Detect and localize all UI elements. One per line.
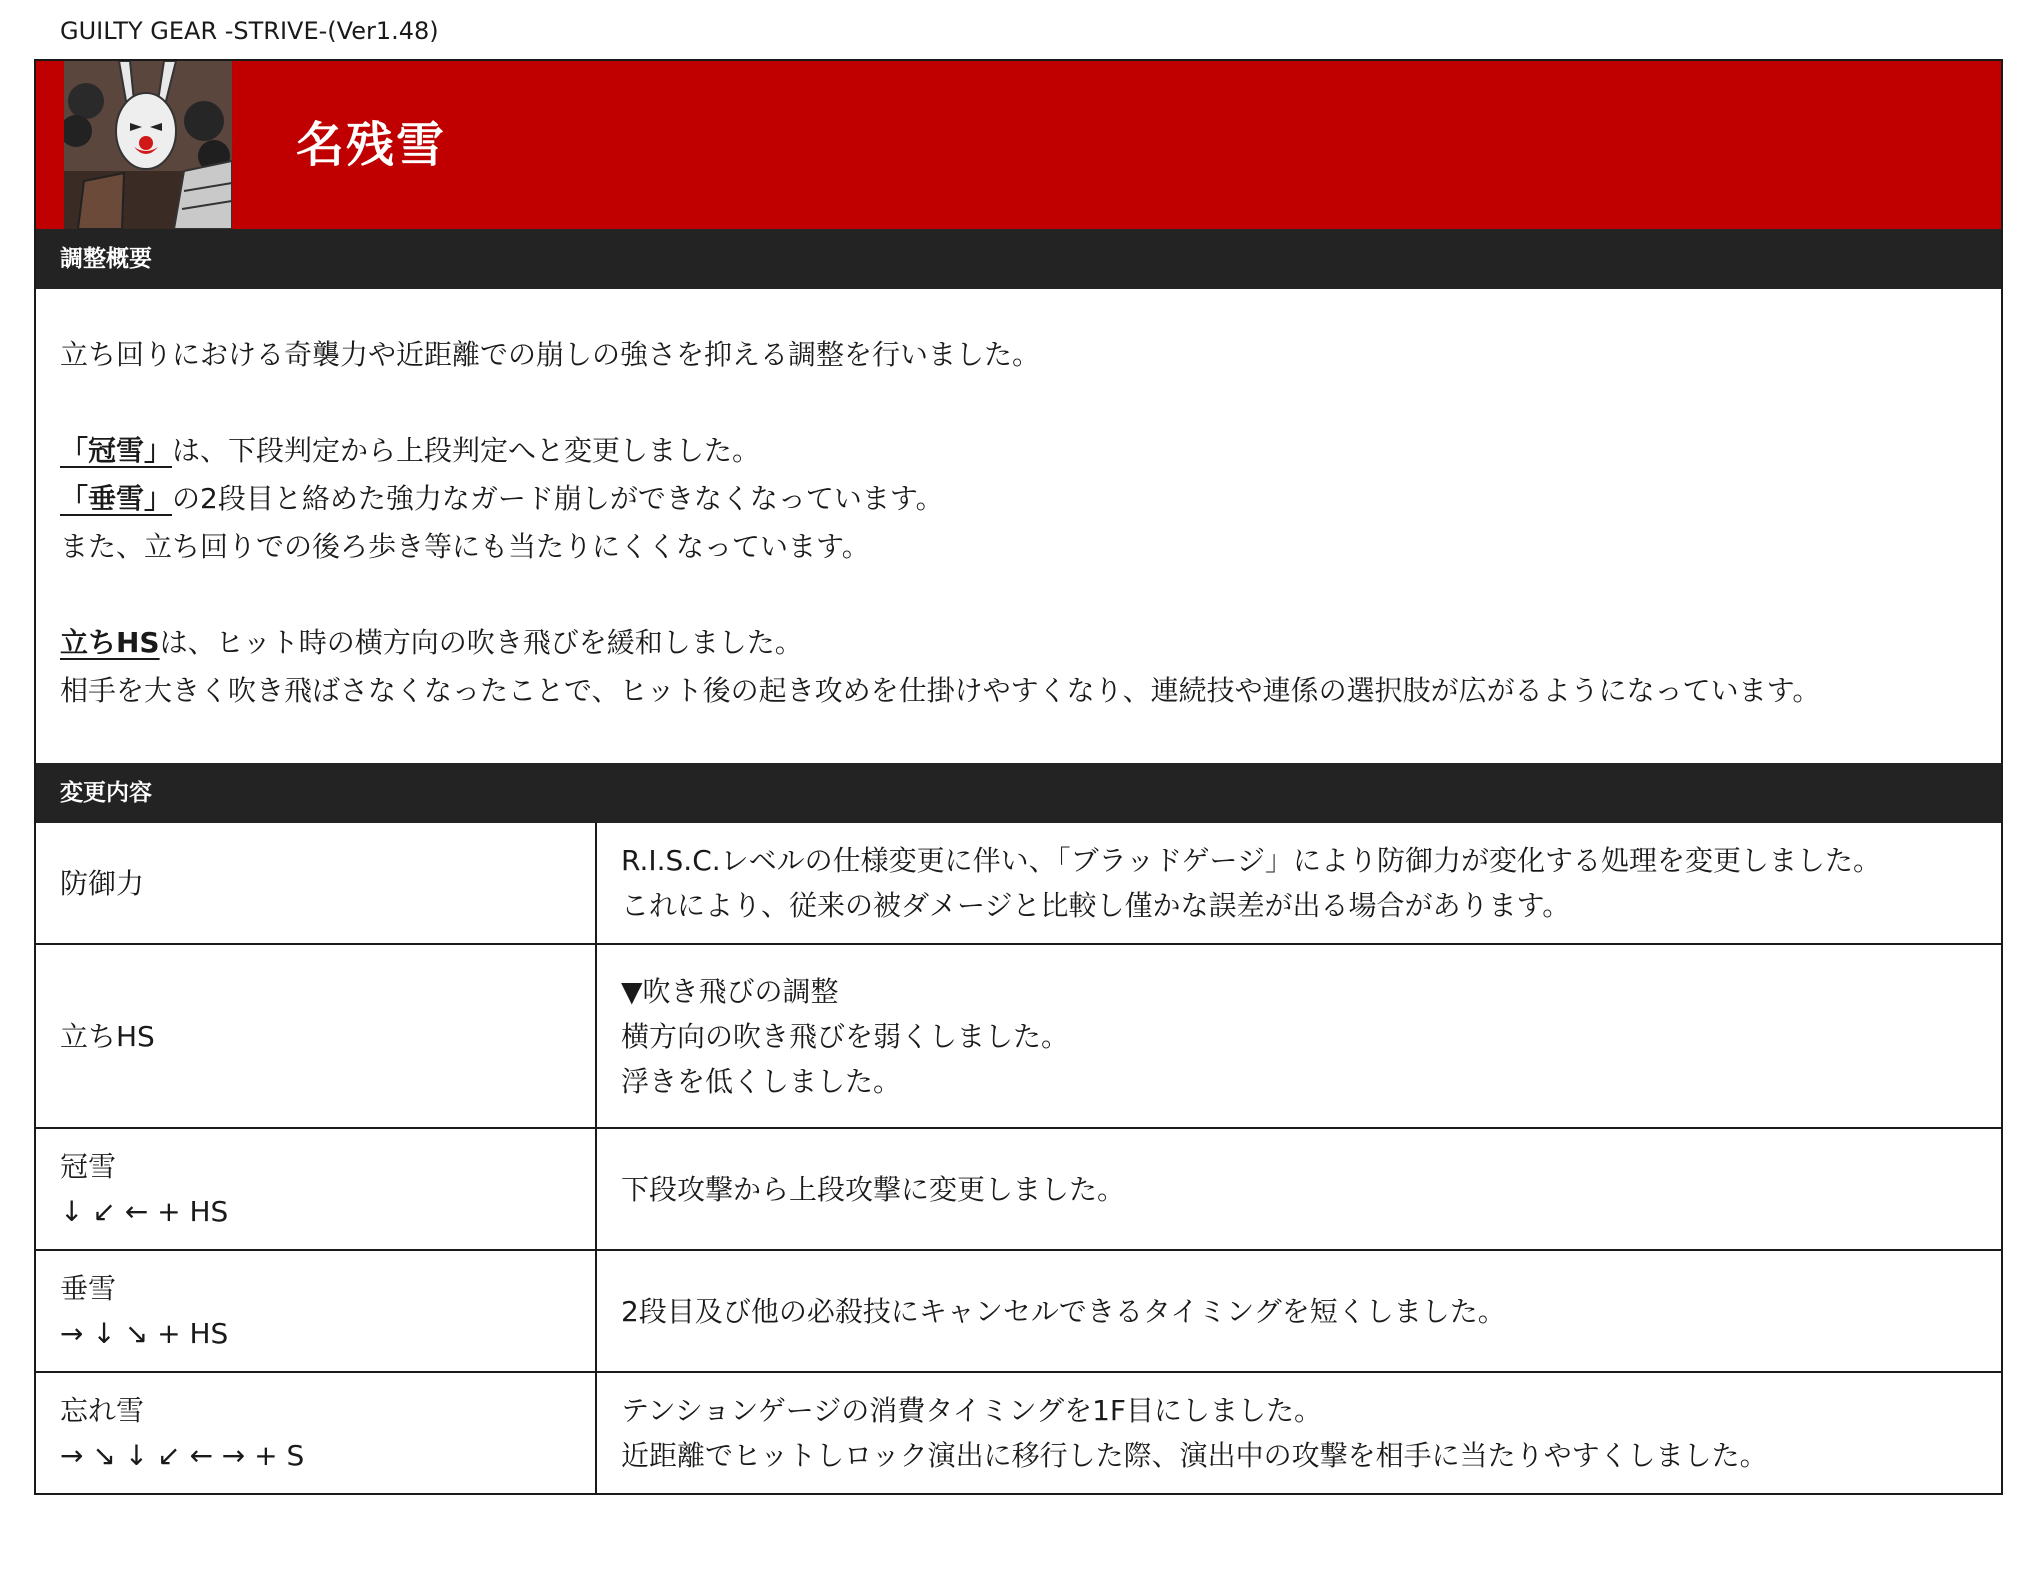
change-detail-line: 下段攻撃から上段攻撃に変更しました。	[621, 1172, 1126, 1206]
move-command: → ↓ ↘ + HS	[60, 1317, 229, 1350]
summary-paragraph	[60, 427, 1977, 475]
move-name: 垂雪	[60, 1272, 117, 1305]
change-detail-line: これにより、従来の被ダメージと比較し僅かな誤差が出る場合があります。	[621, 889, 1571, 922]
summary-paragraph: 立ち回りにおける奇襲力や近距離での崩しの強さを抑える調整を行いました。	[60, 338, 1041, 371]
change-detail-line: テンションゲージの消費タイミングを1F目にしました。	[621, 1394, 1323, 1427]
character-name: 名残雪	[296, 117, 447, 173]
summary-text: は、下段判定から上段判定へと変更しました。	[172, 434, 761, 467]
change-details-cell	[596, 1372, 2001, 1493]
table-row	[36, 944, 2001, 1128]
summary-section-header: 調整概要	[36, 229, 2001, 289]
table-row	[36, 1128, 2001, 1250]
move-name-cell	[36, 1128, 596, 1250]
changes-section-header: 変更内容	[36, 763, 2001, 823]
table-row	[36, 1372, 2001, 1493]
change-detail-line: 浮きを低くしました。	[621, 1064, 902, 1098]
summary-paragraph: また、立ち回りでの後ろ歩き等にも当たりにくくなっています。	[60, 530, 870, 563]
character-portrait-icon	[64, 61, 232, 229]
character-card	[34, 59, 2003, 1495]
move-name: 冠雪	[60, 1150, 117, 1183]
move-name: 防御力	[60, 866, 145, 900]
change-details-cell	[596, 1250, 2001, 1372]
summary-body	[36, 289, 2001, 763]
move-link-kansetsu[interactable]: 「冠雪」	[60, 434, 173, 467]
summary-paragraph	[60, 475, 1977, 523]
move-name: 忘れ雪	[60, 1394, 145, 1427]
table-row	[36, 1250, 2001, 1372]
page-title: GUILTY GEAR -STRIVE-(Ver1.48)	[60, 17, 439, 45]
change-detail-line: 近距離でヒットしロック演出に移行した際、演出中の攻撃を相手に当たりやすくしました。	[621, 1439, 1768, 1472]
change-details-cell	[596, 823, 2001, 944]
change-detail-line: 2段目及び他の必殺技にキャンセルできるタイミングを短くしました。	[621, 1294, 1506, 1328]
character-banner	[36, 61, 2001, 229]
table-row	[36, 823, 2001, 944]
move-command: → ↘ ↓ ↙ ← → + S	[60, 1439, 305, 1472]
move-link-shizuriyuki[interactable]: 「垂雪」	[60, 482, 173, 515]
summary-paragraph: 相手を大きく吹き飛ばさなくなったことで、ヒット後の起き攻めを仕掛けやすくなり、連続技や連係の選択肢が広がるようになっています。	[60, 674, 1821, 707]
change-detail-line: ▼吹き飛びの調整	[621, 974, 839, 1008]
summary-paragraph	[60, 619, 1977, 667]
move-name-cell	[36, 944, 596, 1128]
move-name-cell	[36, 823, 596, 944]
move-name: 立ちHS	[60, 1019, 155, 1053]
move-command: ↓ ↙ ← + HS	[60, 1195, 229, 1228]
move-link-standing-hs[interactable]: 立ちHS	[60, 626, 160, 659]
change-detail-line: 横方向の吹き飛びを弱くしました。	[621, 1019, 1070, 1053]
move-name-cell	[36, 1250, 596, 1372]
summary-text: の2段目と絡めた強力なガード崩しができなくなっています。	[172, 482, 944, 515]
change-detail-line: R.I.S.C.レベルの仕様変更に伴い、「ブラッドゲージ」により防御力が変化する処理を変更しました。	[621, 844, 1881, 877]
change-details-cell	[596, 944, 2001, 1128]
move-name-cell	[36, 1372, 596, 1493]
change-details-cell	[596, 1128, 2001, 1250]
summary-text: は、ヒット時の横方向の吹き飛びを緩和しました。	[159, 626, 803, 659]
changes-table	[36, 823, 2001, 1493]
